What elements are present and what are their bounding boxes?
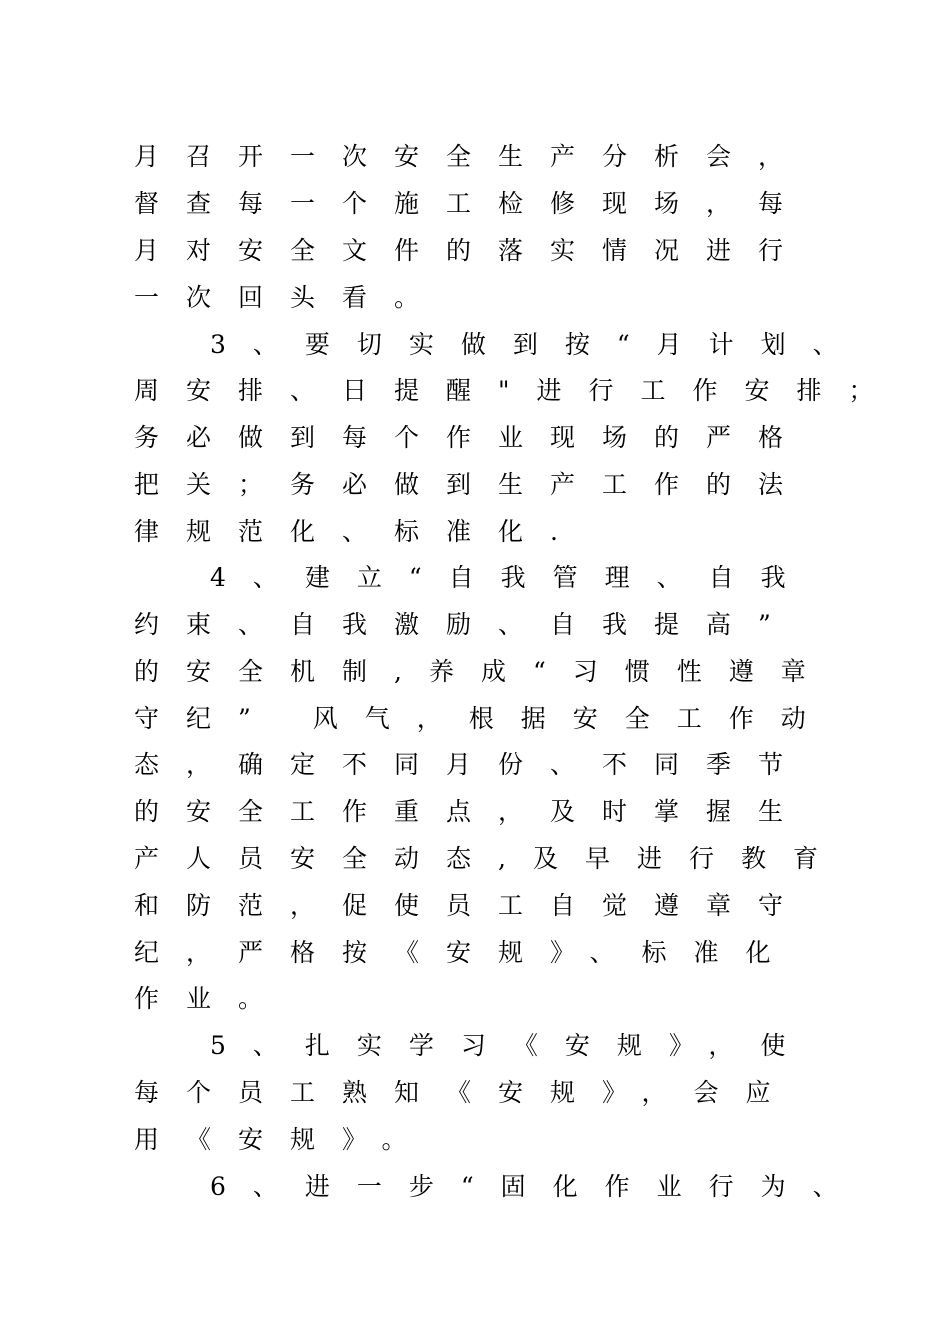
text-line: 一次回头看。 bbox=[134, 283, 447, 312]
text-line: 把关；务必做到生产工作的法 bbox=[134, 470, 811, 499]
text-line: 守纪” 风气，根据安全工作动 bbox=[134, 704, 833, 733]
text-line: 约束、自我激励、自我提高” bbox=[134, 610, 798, 639]
text-line: 的安全机制,养成“习惯性遵章 bbox=[134, 657, 833, 686]
text-line: 态，确定不同月份、不同季节 bbox=[134, 750, 811, 779]
text-line: 用《安规》。 bbox=[134, 1125, 434, 1154]
text-line: 月召开一次安全生产分析会， bbox=[134, 142, 811, 171]
text-line: 督查每一个施工检修现场，每 bbox=[134, 189, 811, 218]
text-line: 每个员工熟知《安规》，会应 bbox=[134, 1078, 798, 1107]
text-line: 产人员安全动态,及早进行教育 bbox=[134, 844, 845, 873]
text-line: 周安排、日提醒"进行工作安排； bbox=[134, 376, 901, 405]
text-line: 作业。 bbox=[134, 984, 291, 1013]
text-line: 4、建立“自我管理、自我 bbox=[210, 563, 813, 592]
text-line: 月对安全文件的落实情况进行 bbox=[134, 236, 811, 265]
text-line: 的安全工作重点，及时掌握生 bbox=[134, 797, 811, 826]
text-line: 5、扎实学习《安规》，使 bbox=[210, 1031, 813, 1060]
text-line: 律规范化、标准化. bbox=[134, 517, 585, 546]
text-line: 纪，严格按《安规》、标准化 bbox=[134, 938, 798, 967]
text-line: 务必做到每个作业现场的严格 bbox=[134, 423, 811, 452]
text-line: 3、要切实做到按“月计划、 bbox=[210, 330, 865, 359]
text-line: 6、进一步“固化作业行为、 bbox=[210, 1172, 865, 1201]
text-line: 和防范，促使员工自觉遵章守 bbox=[134, 891, 811, 920]
